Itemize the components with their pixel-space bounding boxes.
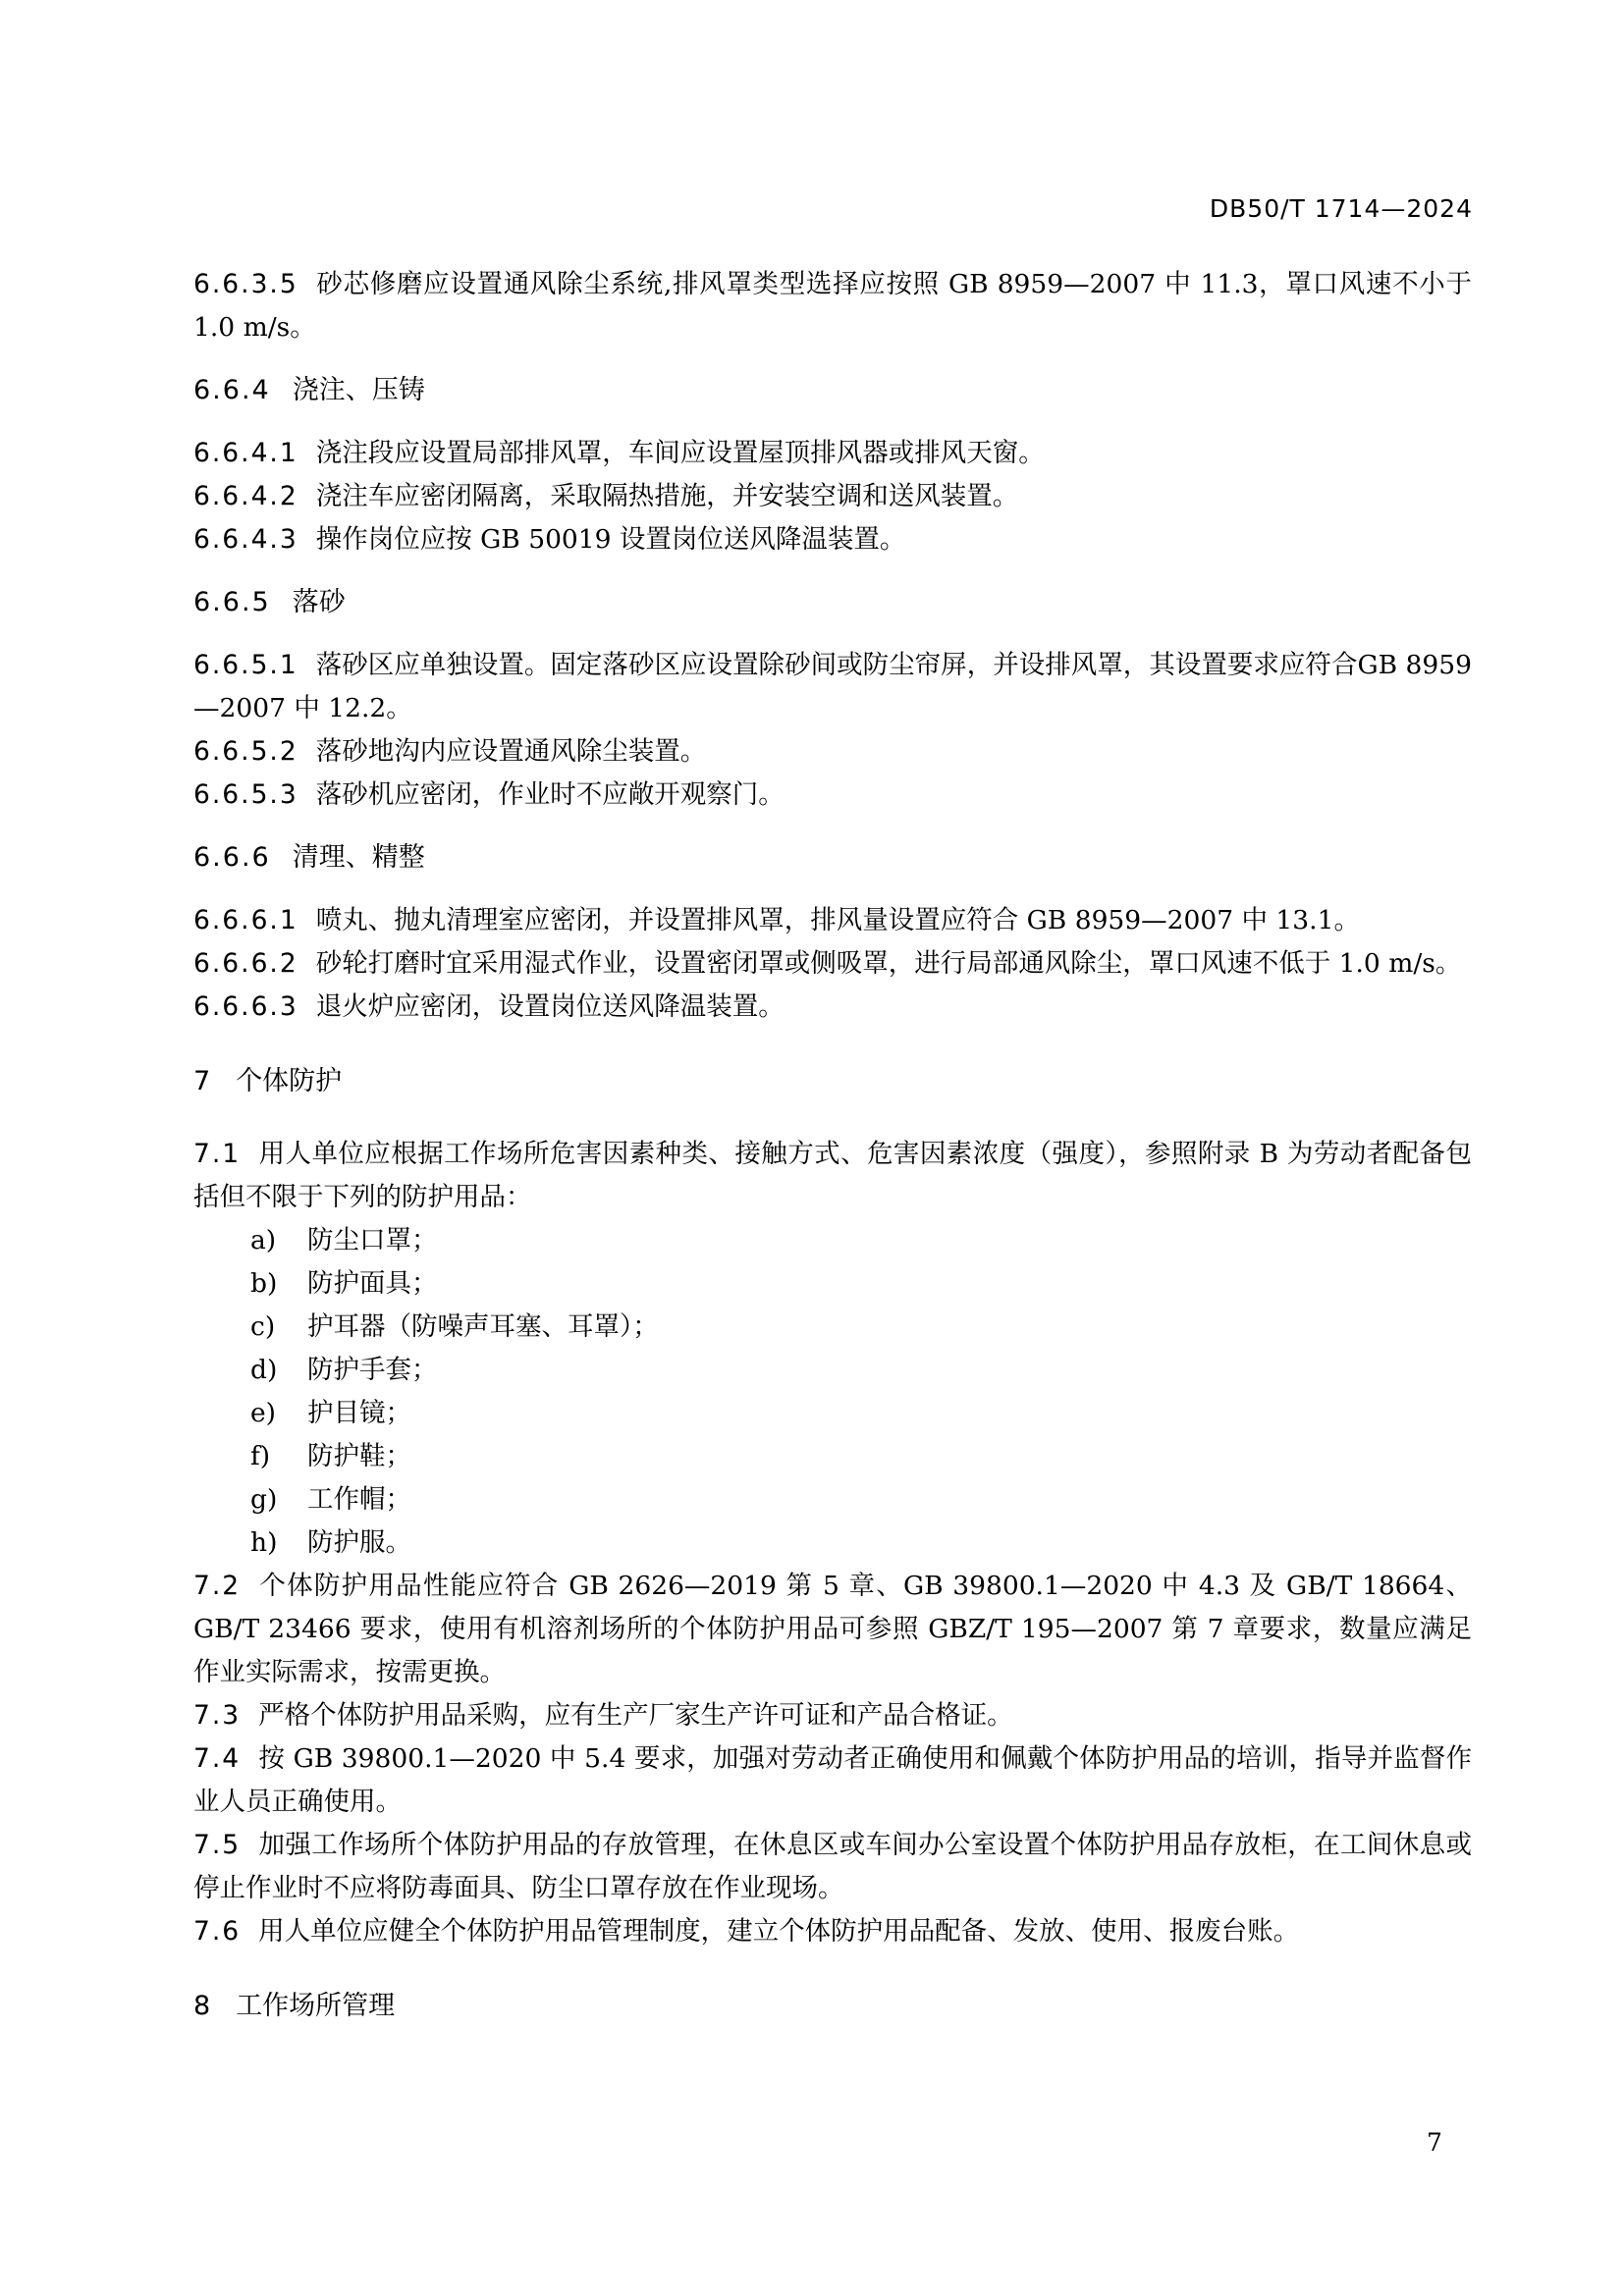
- list-label: e): [250, 1398, 277, 1428]
- list-text: 工作帽；: [307, 1484, 411, 1515]
- clause-number: 7.6: [193, 1916, 242, 1947]
- section-number: 6.6.4: [193, 375, 271, 405]
- section-6-6-6-heading: [193, 836, 1472, 880]
- clause-text: 落砂区应单独设置。固定落砂区应设置除砂间或防尘帘屏，并设排风罩，其设置要求应符合GB 8959—2007 中 12.2。: [193, 650, 1472, 723]
- page-number: 7: [1427, 2128, 1442, 2157]
- clause-text: 个体防护用品性能应符合 GB 2626—2019 第 5 章、GB 39800.1—2020 中 4.3 及 GB/T 18664、GB/T 23466 要求，使用有机溶剂场所的个体防护用品可参照 GBZ/T 195—2007 第 7 章要求，数量应满足作业实际需求，按需更换。: [193, 1571, 1472, 1687]
- list-label: d): [250, 1355, 278, 1385]
- clause-number: 6.6.6.3: [193, 991, 298, 1022]
- list-text: 防护鞋；: [307, 1441, 411, 1471]
- standard-code: DB50/T 1714—2024: [1209, 194, 1473, 223]
- list-label: h): [250, 1527, 278, 1558]
- clause-text: 浇注段应设置局部排风罩，车间应设置屋顶排风器或排风天窗。: [315, 438, 1045, 468]
- clause-number: 6.6.5.3: [193, 779, 298, 810]
- page-content: [193, 263, 1472, 2057]
- clause-6-6-6-3: [193, 986, 1472, 1029]
- clause-7-6: [193, 1910, 1472, 1953]
- clause-number: 6.6.5.2: [193, 736, 298, 767]
- section-6-6-4-heading: [193, 369, 1472, 412]
- chapter-title: 工作场所管理: [236, 1991, 396, 2021]
- clause-number: 7.4: [193, 1743, 242, 1774]
- clause-text: 加强工作场所个体防护用品的存放管理，在休息区或车间办公室设置个体防护用品存放柜，在工间休息或停止作业时不应将防毒面具、防尘口罩存放在作业现场。: [193, 1830, 1472, 1903]
- clause-6-6-6-1: [193, 899, 1472, 942]
- list-label: c): [250, 1311, 276, 1342]
- clause-text: 砂芯修磨应设置通风除尘系统,排风罩类型选择应按照 GB 8959—2007 中 11.3，罩口风速不小于 1.0 m/s。: [193, 269, 1472, 343]
- list-item: [250, 1219, 1472, 1262]
- list-text: 防护面具；: [307, 1268, 438, 1299]
- clause-number: 7.3: [193, 1700, 242, 1731]
- clause-number: 7.2: [193, 1571, 242, 1601]
- list-item: [250, 1522, 1472, 1565]
- clause-number: 6.6.6.2: [193, 948, 298, 979]
- clause-text: 落砂机应密闭，作业时不应敞开观察门。: [315, 779, 785, 810]
- clause-text: 浇注车应密闭隔离，采取隔热措施，并安装空调和送风装置。: [315, 481, 1019, 511]
- chapter-title: 个体防护: [236, 1066, 343, 1096]
- list-item: [250, 1349, 1472, 1392]
- chapter-8-heading: [193, 1985, 1472, 2028]
- clause-number: 6.6.4.2: [193, 481, 298, 511]
- list-item: [250, 1262, 1472, 1306]
- clause-number: 7.1: [193, 1139, 242, 1169]
- section-6-6-5-heading: [193, 581, 1472, 624]
- clause-text: 砂轮打磨时宜采用湿式作业，设置密闭罩或侧吸罩，进行局部通风除尘，罩口风速不低于 1.0 m/s。: [315, 948, 1462, 979]
- list-item: [250, 1306, 1472, 1349]
- list-text: 防护手套；: [307, 1355, 438, 1385]
- clause-number: 6.6.4.3: [193, 524, 298, 555]
- list-item: [250, 1392, 1472, 1435]
- section-number: 6.6.6: [193, 842, 271, 873]
- clause-text: 按 GB 39800.1—2020 中 5.4 要求，加强对劳动者正确使用和佩戴个体防护用品的培训，指导并监督作业人员正确使用。: [193, 1743, 1472, 1817]
- list-text: 防尘口罩；: [307, 1225, 438, 1255]
- section-title: 清理、精整: [292, 842, 425, 873]
- clause-6-6-4-1: [193, 432, 1472, 475]
- list-item: [250, 1478, 1472, 1522]
- clause-7-4: [193, 1737, 1472, 1824]
- section-title: 浇注、压铸: [292, 375, 425, 405]
- clause-text: 退火炉应密闭，设置岗位送风降温装置。: [315, 991, 785, 1022]
- list-label: a): [250, 1225, 277, 1255]
- list-label: f): [250, 1441, 271, 1471]
- clause-number: 6.6.4.1: [193, 438, 298, 468]
- chapter-number: 8: [193, 1991, 211, 2021]
- chapter-number: 7: [193, 1066, 211, 1096]
- clause-6-6-5-2: [193, 730, 1472, 774]
- list-text: 护耳器（防噪声耳塞、耳罩）；: [307, 1311, 659, 1342]
- section-title: 落砂: [292, 587, 346, 617]
- clause-7-2: [193, 1565, 1472, 1694]
- section-number: 6.6.5: [193, 587, 271, 617]
- list-text: 防护服。: [307, 1527, 411, 1558]
- clause-7-1: [193, 1133, 1472, 1219]
- list-label: g): [250, 1484, 278, 1515]
- clause-6-6-6-2: [193, 942, 1472, 986]
- clause-number: 6.6.3.5: [193, 269, 298, 299]
- list-item: [250, 1435, 1472, 1478]
- clause-text: 用人单位应根据工作场所危害因素种类、接触方式、危害因素浓度（强度），参照附录 B 为劳动者配备包括但不限于下列的防护用品：: [193, 1139, 1472, 1212]
- clause-text: 操作岗位应按 GB 50019 设置岗位送风降温装置。: [315, 524, 906, 555]
- clause-7-5: [193, 1824, 1472, 1910]
- clause-7-3: [193, 1694, 1472, 1737]
- clause-text: 严格个体防护用品采购，应有生产厂家生产许可证和产品合格证。: [258, 1700, 1013, 1731]
- list-text: 护目镜；: [307, 1398, 411, 1428]
- clause-number: 6.6.5.1: [193, 650, 298, 680]
- clause-text: 喷丸、抛丸清理室应密闭，并设置排风罩，排风量设置应符合 GB 8959—2007 中 13.1。: [315, 905, 1360, 935]
- clause-number: 7.5: [193, 1830, 242, 1860]
- clause-6-6-4-2: [193, 475, 1472, 518]
- clause-6-6-5-1: [193, 644, 1472, 730]
- clause-text: 落砂地沟内应设置通风除尘装置。: [315, 736, 707, 767]
- clause-6-6-4-3: [193, 518, 1472, 561]
- list-label: b): [250, 1268, 278, 1299]
- clause-6-6-5-3: [193, 774, 1472, 817]
- clause-text: 用人单位应健全个体防护用品管理制度，建立个体防护用品配备、发放、使用、报废台账。: [258, 1916, 1300, 1947]
- clause-number: 6.6.6.1: [193, 905, 298, 935]
- protective-equipment-list: [193, 1219, 1472, 1565]
- clause-6-6-3-5: [193, 263, 1472, 349]
- chapter-7-heading: [193, 1060, 1472, 1103]
